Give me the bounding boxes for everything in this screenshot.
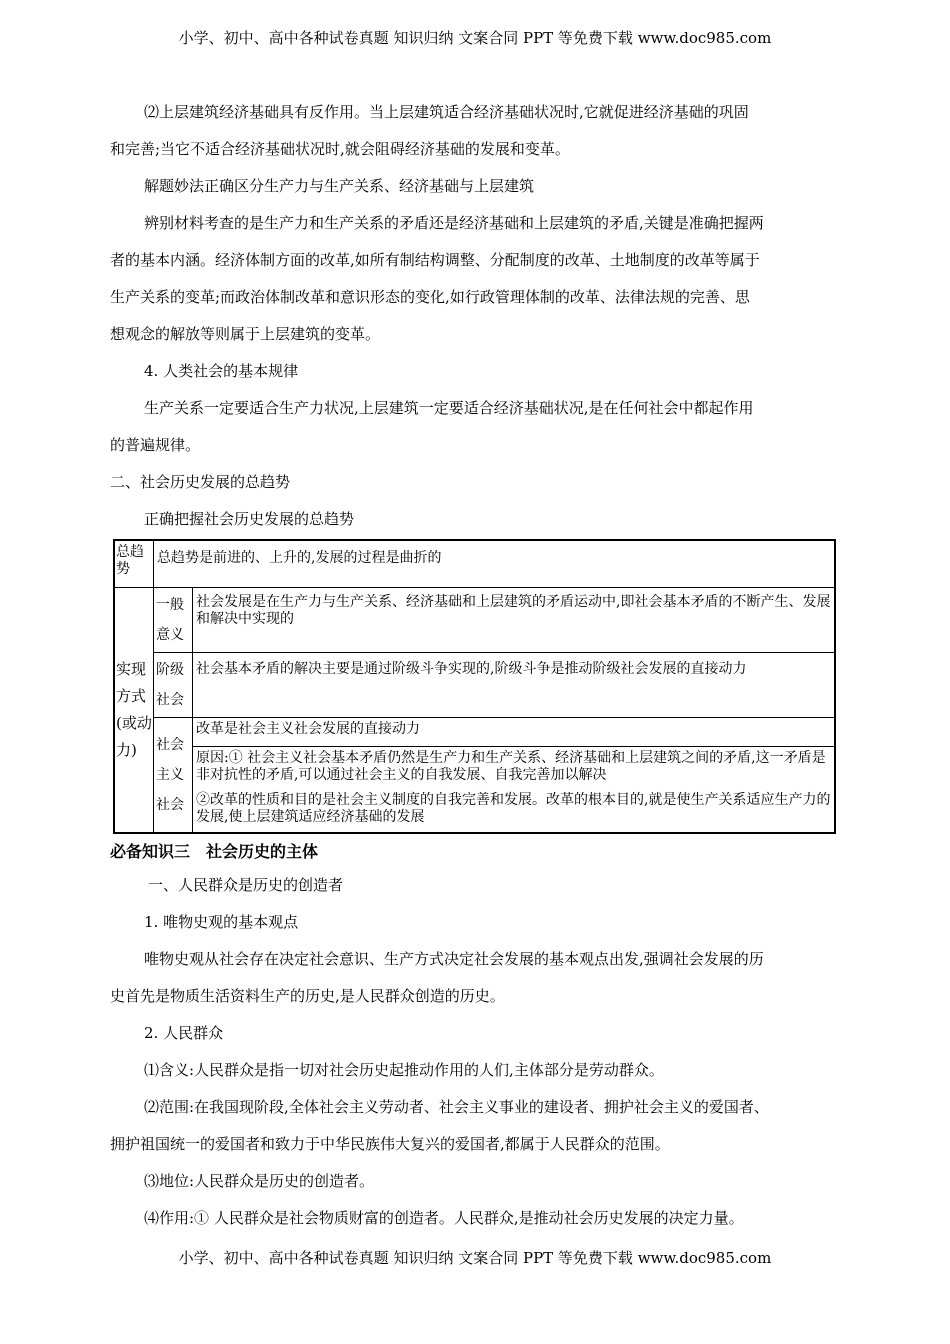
- paragraph: ⑷作用:① 人民群众是社会物质财富的创造者。人民群众,是推动社会历史发展的决定力量。: [144, 1208, 744, 1227]
- page-header: 小学、初中、高中各种试卷真题 知识归纳 文案合同 PPT 等免费下载 www.doc985.com: [178, 29, 772, 47]
- law-title: 4. 人类社会的基本规律: [144, 362, 299, 380]
- paragraph: 拥护祖国统一的爱国者和致力于中华民族伟大复兴的爱国者,都属于人民群众的范围。: [110, 1134, 670, 1153]
- table-cell-sublabel: 社会主义社会: [154, 717, 193, 833]
- table-cell: 社会发展是在生产力与生产关系、经济基础和上层建筑的矛盾运动中,即社会基本矛盾的不断产生、发展和解决中实现的: [193, 587, 836, 652]
- section-heading: 二、社会历史发展的总趋势: [110, 473, 291, 491]
- table-row: [114, 746, 835, 787]
- subsection-heading: 1. 唯物史观的基本观点: [144, 912, 299, 931]
- paragraph: 生产关系的变革;而政治体制改革和意识形态的变化,如行政管理体制的改革、法律法规的完善、思: [110, 288, 750, 306]
- table-cell-sublabel: 阶级社会: [154, 652, 193, 717]
- table-cell: ②改革的性质和目的是社会主义制度的自我完善和发展。改革的根本目的,就是使生产关系适应生产力的发展,使上层建筑适应经济基础的发展: [193, 787, 836, 833]
- paragraph: 想观念的解放等则属于上层建筑的变革。: [110, 325, 381, 343]
- table-cell-label: 实现方式(或动力): [114, 587, 154, 833]
- table-cell: 社会基本矛盾的解决主要是通过阶级斗争实现的,阶级斗争是推动阶级社会发展的直接动力: [193, 652, 836, 717]
- table-cell: 改革是社会主义社会发展的直接动力: [193, 717, 836, 746]
- paragraph: 的普遍规律。: [110, 436, 201, 454]
- table-row: [114, 587, 835, 652]
- tip-title: 解题妙法正确区分生产力与生产关系、经济基础与上层建筑: [144, 177, 535, 195]
- paragraph: 唯物史观从社会存在决定社会意识、生产方式决定社会发展的基本观点出发,强调社会发展的历: [144, 949, 764, 968]
- table-row: [114, 787, 835, 833]
- table-cell: 原因:① 社会主义社会基本矛盾仍然是生产力和生产关系、经济基础和上层建筑之间的矛盾,这一矛盾是非对抗性的矛盾,可以通过社会主义的自我发展、自我完善加以解决: [193, 746, 836, 787]
- paragraph: 和完善;当它不适合经济基础状况时,就会阻碍经济基础的发展和变革。: [110, 140, 570, 158]
- table-row: [114, 652, 835, 717]
- paragraph: 辨别材料考查的是生产力和生产关系的矛盾还是经济基础和上层建筑的矛盾,关键是准确把握两: [144, 214, 764, 232]
- section-subheading: 正确把握社会历史发展的总趋势: [144, 510, 355, 528]
- paragraph: ⑶地位:人民群众是历史的创造者。: [144, 1171, 375, 1190]
- table-cell: 总趋势是前进的、上升的,发展的过程是曲折的: [154, 540, 836, 587]
- trend-table: [113, 539, 836, 834]
- section-heading: 一、人民群众是历史的创造者: [148, 875, 344, 894]
- subsection-heading: 2. 人民群众: [144, 1023, 224, 1042]
- paragraph: ⑵上层建筑经济基础具有反作用。当上层建筑适合经济基础状况时,它就促进经济基础的巩固: [144, 103, 749, 121]
- paragraph: 生产关系一定要适合生产力状况,上层建筑一定要适合经济基础状况,是在任何社会中都起作用: [144, 399, 754, 417]
- table-cell-sublabel: 一般意义: [154, 587, 193, 652]
- paragraph: 史首先是物质生活资料生产的历史,是人民群众创造的历史。: [110, 986, 505, 1005]
- table-cell-label: 总趋势: [114, 540, 154, 587]
- paragraph: 者的基本内涵。经济体制方面的改革,如所有制结构调整、分配制度的改革、土地制度的改革等属于: [110, 251, 760, 269]
- paragraph: ⑴含义:人民群众是指一切对社会历史起推动作用的人们,主体部分是劳动群众。: [144, 1060, 664, 1079]
- document-body: [110, 102, 840, 1245]
- table-row: [114, 540, 835, 587]
- paragraph: ⑵范围:在我国现阶段,全体社会主义劳动者、社会主义事业的建设者、拥护社会主义的爱国者、: [144, 1097, 769, 1116]
- page-footer: 小学、初中、高中各种试卷真题 知识归纳 文案合同 PPT 等免费下载 www.doc985.com: [178, 1249, 772, 1267]
- table-row: [114, 717, 835, 746]
- part-title: 必备知识三 社会历史的主体: [110, 841, 319, 861]
